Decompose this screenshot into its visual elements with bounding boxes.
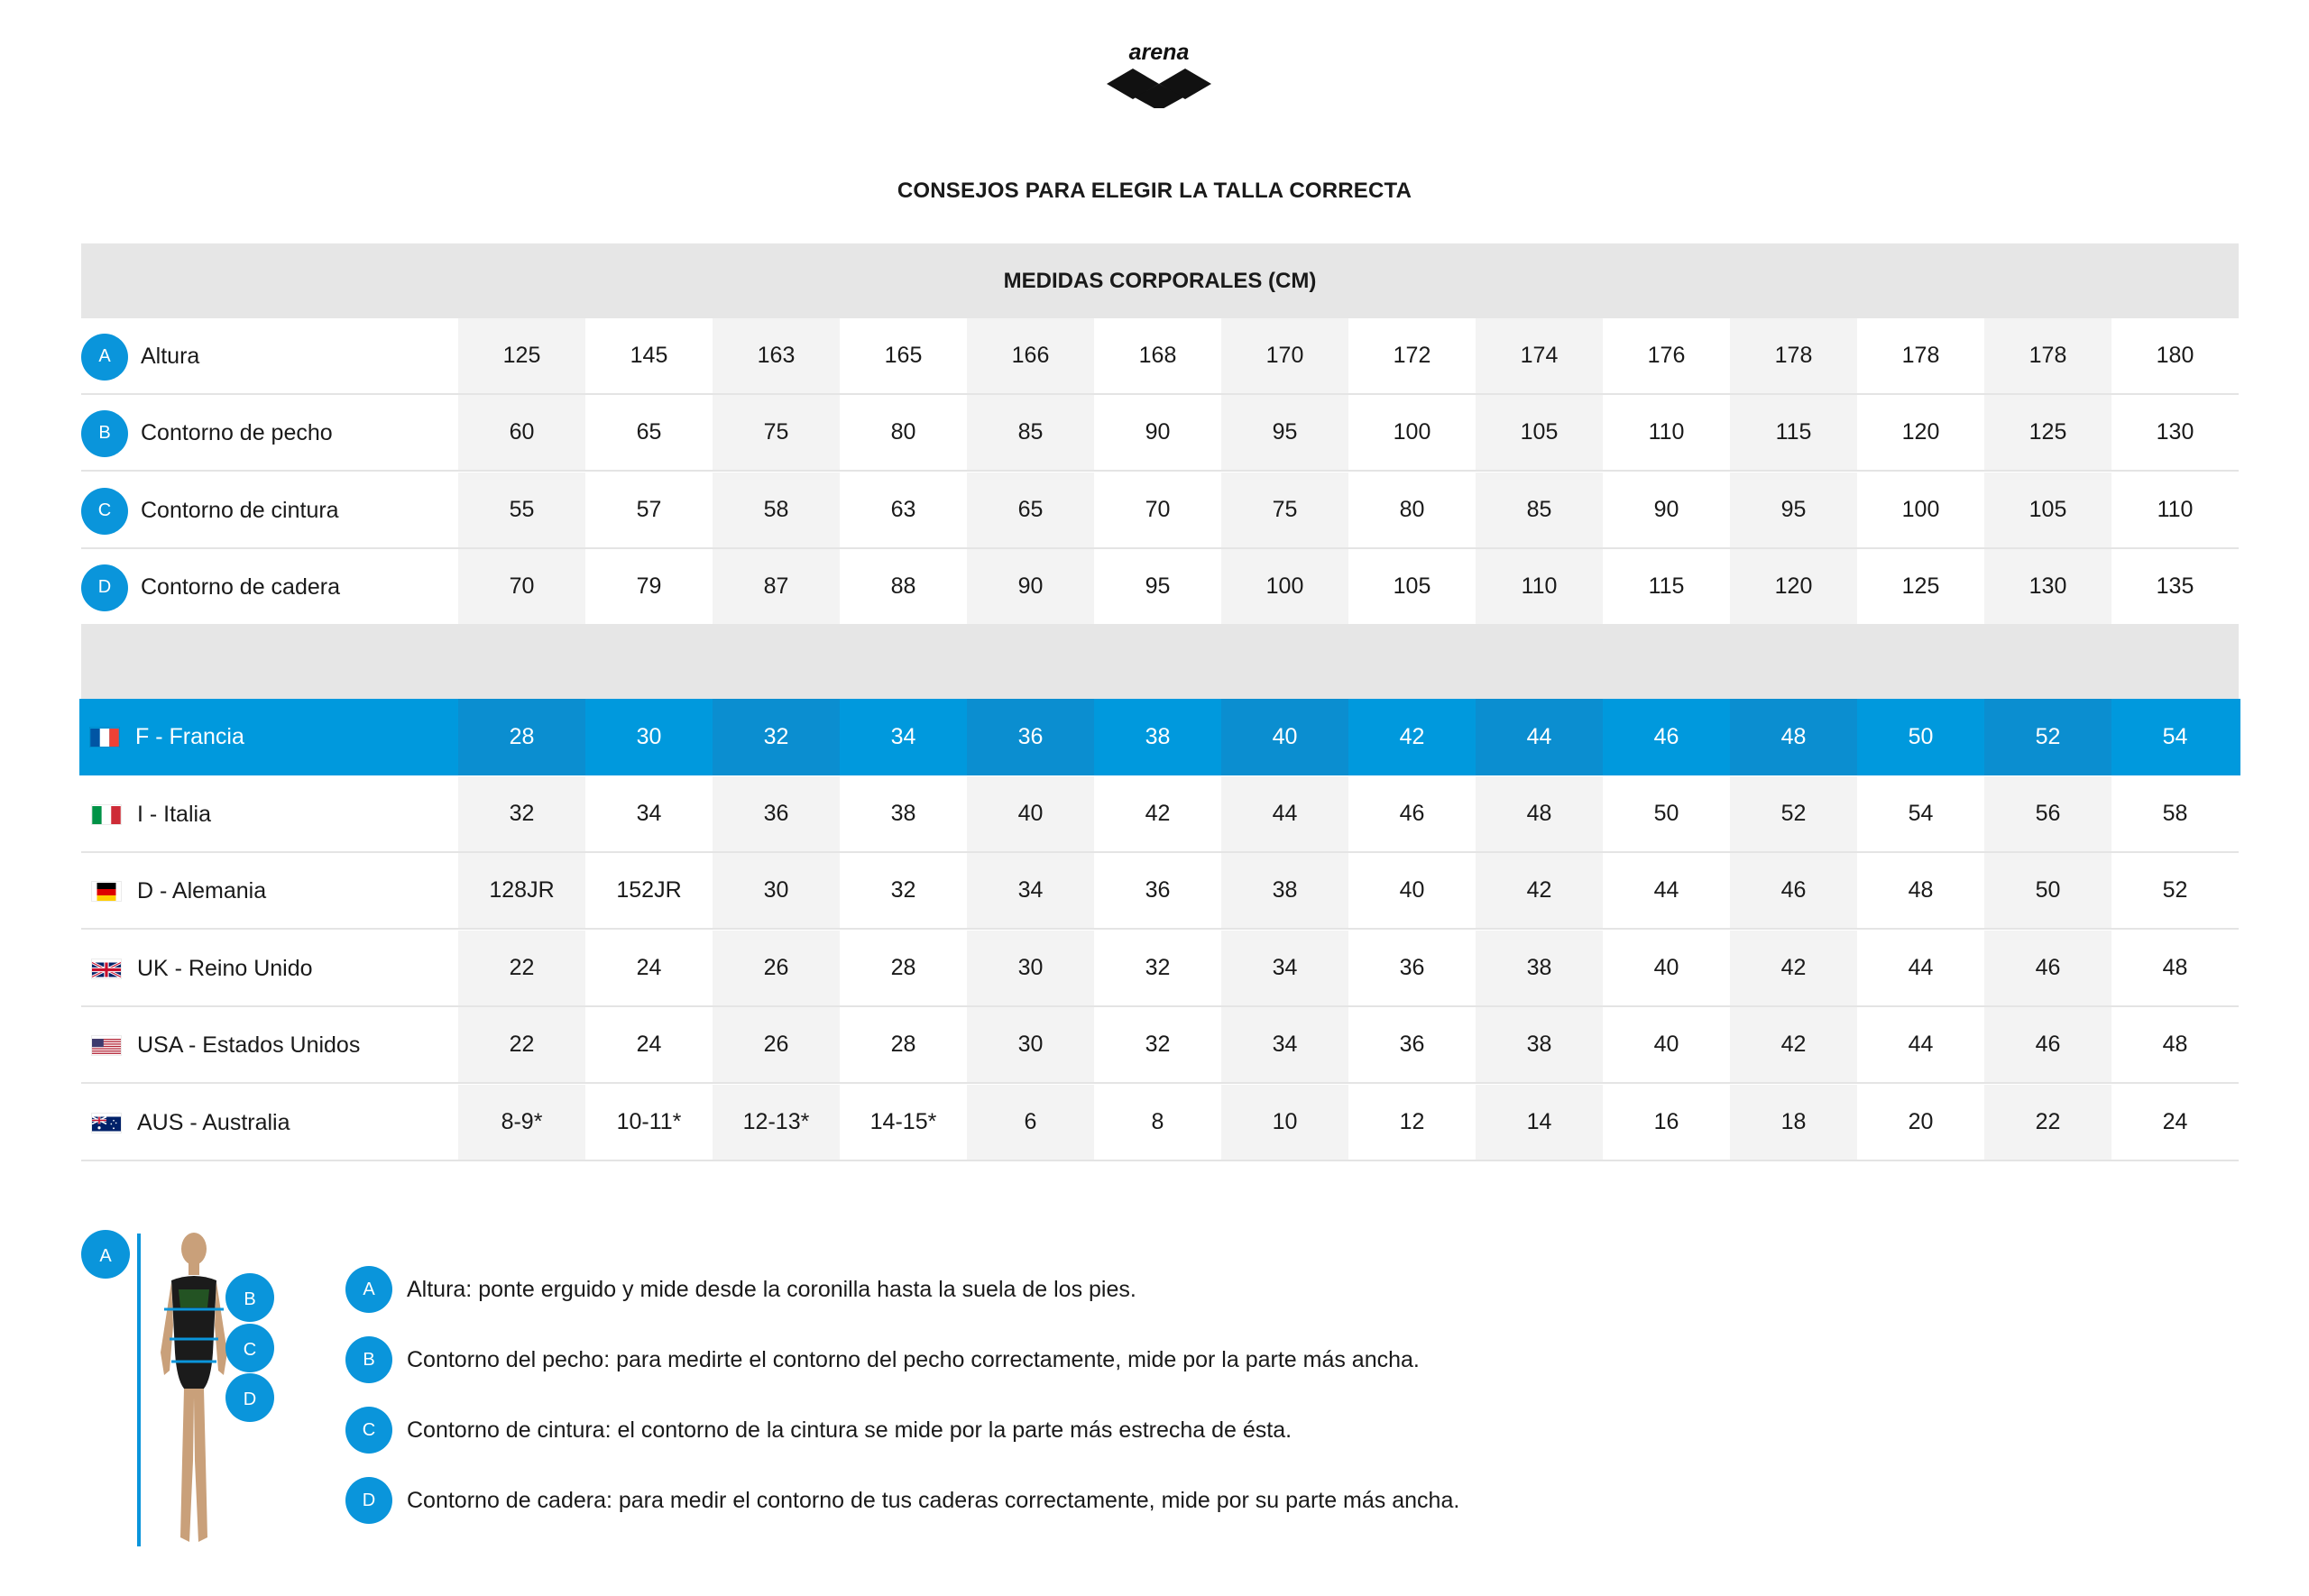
size-value-cell: 54 — [2162, 724, 2188, 749]
size-value-cell: 50 — [1984, 853, 2111, 928]
size-value-cell: 65 — [967, 472, 1094, 547]
country-label: F - Francia — [135, 724, 244, 749]
size-value-cell: 24 — [636, 1032, 662, 1057]
measure-tip — [345, 1335, 1420, 1384]
page-title: CONSEJOS PARA ELEGIR LA TALLA CORRECTA — [897, 179, 1412, 203]
country-label: AUS - Australia — [137, 1110, 290, 1135]
row-label — [81, 776, 211, 853]
tip-key-badge: D — [345, 1477, 392, 1524]
row-label — [81, 549, 340, 626]
size-value-cell: 100 — [1221, 549, 1348, 624]
uk-flag-icon — [92, 959, 121, 978]
measure-tip — [345, 1265, 1136, 1314]
size-value-cell: 178 — [1730, 318, 1857, 393]
size-value-cell: 95 — [1221, 395, 1348, 470]
italy-flag-icon — [92, 805, 121, 824]
size-value-cell: 18 — [1730, 1085, 1857, 1160]
size-value-cell: 85 — [967, 395, 1094, 470]
svg-text:arena: arena — [1128, 40, 1190, 65]
size-value-cell: 42 — [1730, 1007, 1857, 1082]
row-label — [81, 395, 333, 472]
size-value-cell: 36 — [1399, 955, 1425, 980]
size-value-cell: 95 — [1730, 472, 1857, 547]
size-value-cell: 12-13* — [713, 1085, 840, 1160]
size-value-cell: 70 — [1145, 497, 1171, 522]
size-value-cell: 58 — [2162, 801, 2188, 826]
svg-text:B: B — [244, 1289, 256, 1309]
measure-tip — [345, 1406, 1292, 1454]
size-value-cell: 38 — [1145, 724, 1171, 749]
country-label: D - Alemania — [137, 878, 267, 903]
size-value-cell: 30 — [636, 724, 662, 749]
size-value-cell: 79 — [636, 573, 662, 599]
size-value-cell: 152JR — [616, 877, 682, 903]
row-label — [81, 1085, 290, 1161]
body-measure-row — [81, 472, 2239, 549]
france-flag-icon — [90, 728, 119, 747]
size-row — [81, 931, 2239, 1007]
size-row — [81, 853, 2239, 930]
measurement-figure — [78, 1226, 294, 1560]
size-value-cell: 135 — [2156, 573, 2194, 599]
tip-key-badge: A — [345, 1266, 392, 1313]
size-value-cell: 30 — [713, 853, 840, 928]
size-value-cell: 54 — [1908, 801, 1934, 826]
size-value-cell: 40 — [1653, 1032, 1679, 1057]
size-value-cell: 8 — [1151, 1109, 1164, 1134]
measure-key-badge: A — [81, 334, 128, 381]
body-measure-row — [81, 395, 2239, 472]
size-value-cell: 34 — [636, 801, 662, 826]
size-value-cell: 42 — [1730, 931, 1857, 1005]
size-value-cell: 26 — [713, 931, 840, 1005]
size-value-cell: 42 — [1476, 853, 1603, 928]
size-value-cell: 52 — [2162, 877, 2188, 903]
size-value-cell: 36 — [967, 699, 1094, 775]
size-value-cell: 10 — [1221, 1085, 1348, 1160]
size-value-cell: 48 — [2162, 1032, 2188, 1057]
size-value-cell: 44 — [1908, 955, 1934, 980]
size-value-cell: 55 — [458, 472, 585, 547]
size-value-cell: 120 — [1730, 549, 1857, 624]
size-value-cell: 176 — [1647, 343, 1686, 368]
size-value-cell: 32 — [458, 776, 585, 851]
country-label: USA - Estados Unidos — [137, 1032, 361, 1058]
size-value-cell: 87 — [713, 549, 840, 624]
row-label — [81, 318, 199, 395]
size-value-cell: 34 — [1221, 1007, 1348, 1082]
size-value-cell: 128JR — [458, 853, 585, 928]
size-value-cell: 40 — [1399, 877, 1425, 903]
size-value-cell: 105 — [1476, 395, 1603, 470]
size-value-cell: 10-11* — [616, 1109, 682, 1134]
tip-text: Contorno del pecho: para medirte el contorno del pecho correctamente, mide por la parte más ancha. — [407, 1346, 1420, 1372]
measure-label: Contorno de cadera — [141, 574, 340, 600]
svg-text:C: C — [243, 1340, 257, 1360]
tip-text: Contorno de cintura: el contorno de la cintura se mide por la parte más estrecha de ésta. — [407, 1417, 1292, 1443]
size-value-cell: 120 — [1901, 419, 1940, 445]
size-value-cell: 14-15* — [869, 1109, 937, 1134]
size-value-cell: 50 — [1653, 801, 1679, 826]
measure-label: Contorno de cintura — [141, 498, 339, 523]
size-value-cell: 38 — [1221, 853, 1348, 928]
size-value-cell: 46 — [1984, 1007, 2111, 1082]
size-value-cell: 163 — [713, 318, 840, 393]
size-value-cell: 22 — [1984, 1085, 2111, 1160]
size-value-cell: 28 — [458, 699, 585, 775]
size-value-cell: 34 — [1221, 931, 1348, 1005]
size-value-cell: 75 — [1221, 472, 1348, 547]
tip-key-badge: B — [345, 1336, 392, 1383]
svg-text:A: A — [99, 1246, 112, 1266]
tip-text: Contorno de cadera: para medir el contorno de tus caderas correctamente, mide por su parte más ancha. — [407, 1487, 1460, 1513]
size-value-cell: 26 — [713, 1007, 840, 1082]
size-value-cell: 180 — [2156, 343, 2194, 368]
size-value-cell: 40 — [1221, 699, 1348, 775]
measure-label: Contorno de pecho — [141, 420, 333, 445]
size-value-cell: 65 — [636, 419, 662, 445]
size-value-cell: 48 — [1476, 776, 1603, 851]
size-value-cell: 8-9* — [458, 1085, 585, 1160]
size-value-cell: 60 — [458, 395, 585, 470]
size-value-cell: 48 — [2162, 955, 2188, 980]
size-value-cell: 20 — [1908, 1109, 1934, 1134]
measure-tip — [345, 1476, 1459, 1525]
tip-text: Altura: ponte erguido y mide desde la coronilla hasta la suela de los pies. — [407, 1276, 1136, 1302]
size-value-cell: 44 — [1908, 1032, 1934, 1057]
size-value-cell: 32 — [713, 699, 840, 775]
size-value-cell: 110 — [1476, 549, 1603, 624]
size-value-cell: 28 — [890, 955, 916, 980]
size-value-cell: 34 — [967, 853, 1094, 928]
section-divider-band — [81, 624, 2239, 699]
size-row — [81, 1007, 2239, 1084]
measure-label: Altura — [141, 344, 200, 369]
size-value-cell: 28 — [890, 1032, 916, 1057]
size-value-cell: 90 — [1653, 497, 1679, 522]
size-value-cell: 168 — [1138, 343, 1177, 368]
size-value-cell: 100 — [1901, 497, 1940, 522]
size-value-cell: 145 — [630, 343, 668, 368]
size-value-cell: 44 — [1653, 877, 1679, 903]
size-value-cell: 38 — [890, 801, 916, 826]
size-value-cell: 56 — [1984, 776, 2111, 851]
tip-key-badge: C — [345, 1407, 392, 1454]
svg-text:D: D — [243, 1390, 257, 1409]
row-label — [81, 472, 339, 549]
size-value-cell: 130 — [1984, 549, 2111, 624]
body-measure-row — [81, 318, 2239, 395]
size-value-cell: 80 — [890, 419, 916, 445]
size-value-cell: 42 — [1145, 801, 1171, 826]
row-label — [79, 699, 244, 775]
row-label — [81, 853, 266, 930]
usa-flag-icon — [92, 1036, 121, 1055]
size-value-cell: 110 — [2157, 497, 2194, 522]
measure-key-badge: D — [81, 564, 128, 611]
size-value-cell: 48 — [1730, 699, 1857, 775]
size-value-cell: 32 — [1145, 1032, 1171, 1057]
body-measurements-header: MEDIDAS CORPORALES (CM) — [81, 243, 2239, 318]
size-value-cell: 105 — [1984, 472, 2111, 547]
size-value-cell: 125 — [458, 318, 585, 393]
size-value-cell: 88 — [890, 573, 916, 599]
size-value-cell: 174 — [1476, 318, 1603, 393]
size-value-cell: 6 — [967, 1085, 1094, 1160]
measure-key-badge: B — [81, 410, 128, 457]
row-label — [81, 1007, 360, 1084]
size-value-cell: 46 — [1399, 801, 1425, 826]
size-value-cell: 105 — [1393, 573, 1431, 599]
size-value-cell: 24 — [636, 955, 662, 980]
size-value-cell: 178 — [1984, 318, 2111, 393]
size-value-cell: 115 — [1648, 573, 1685, 599]
size-value-cell: 40 — [967, 776, 1094, 851]
size-value-cell: 36 — [713, 776, 840, 851]
germany-flag-icon — [92, 882, 121, 901]
size-value-cell: 63 — [890, 497, 916, 522]
size-value-cell: 52 — [1984, 699, 2111, 775]
row-label — [81, 931, 313, 1007]
size-value-cell: 30 — [967, 931, 1094, 1005]
australia-flag-icon — [92, 1114, 121, 1133]
size-value-cell: 36 — [1145, 877, 1171, 903]
size-row-highlighted — [79, 699, 2240, 775]
size-value-cell: 75 — [713, 395, 840, 470]
size-value-cell: 115 — [1730, 395, 1857, 470]
size-value-cell: 14 — [1476, 1085, 1603, 1160]
size-value-cell: 80 — [1399, 497, 1425, 522]
size-value-cell: 178 — [1901, 343, 1940, 368]
size-value-cell: 16 — [1653, 1109, 1679, 1134]
size-value-cell: 36 — [1399, 1032, 1425, 1057]
size-value-cell: 22 — [458, 1007, 585, 1082]
size-value-cell: 44 — [1476, 699, 1603, 775]
size-value-cell: 166 — [967, 318, 1094, 393]
size-value-cell: 125 — [1984, 395, 2111, 470]
arena-logo — [1105, 36, 1213, 108]
size-value-cell: 34 — [890, 724, 916, 749]
size-value-cell: 125 — [1901, 573, 1940, 599]
size-row — [81, 1085, 2239, 1161]
size-value-cell: 24 — [2162, 1109, 2188, 1134]
size-value-cell: 42 — [1399, 724, 1425, 749]
size-value-cell: 130 — [2156, 419, 2194, 445]
size-value-cell: 12 — [1399, 1109, 1425, 1134]
size-value-cell: 32 — [890, 877, 916, 903]
size-value-cell: 46 — [1653, 724, 1679, 749]
size-value-cell: 170 — [1221, 318, 1348, 393]
size-value-cell: 58 — [713, 472, 840, 547]
size-value-cell: 46 — [1984, 931, 2111, 1005]
size-value-cell: 30 — [967, 1007, 1094, 1082]
size-value-cell: 172 — [1393, 343, 1431, 368]
size-value-cell: 48 — [1908, 877, 1934, 903]
body-measure-row — [81, 549, 2239, 626]
size-row — [81, 776, 2239, 853]
size-value-cell: 52 — [1730, 776, 1857, 851]
size-value-cell: 85 — [1476, 472, 1603, 547]
size-value-cell: 90 — [1145, 419, 1171, 445]
size-value-cell: 40 — [1653, 955, 1679, 980]
country-label: I - Italia — [137, 802, 211, 827]
size-value-cell: 38 — [1476, 1007, 1603, 1082]
size-value-cell: 32 — [1145, 955, 1171, 980]
size-value-cell: 95 — [1145, 573, 1171, 599]
size-value-cell: 50 — [1908, 724, 1934, 749]
country-label: UK - Reino Unido — [137, 956, 313, 981]
size-value-cell: 110 — [1648, 419, 1685, 445]
size-value-cell: 57 — [636, 497, 662, 522]
size-value-cell: 44 — [1221, 776, 1348, 851]
size-value-cell: 90 — [967, 549, 1094, 624]
size-value-cell: 165 — [884, 343, 923, 368]
measure-key-badge: C — [81, 488, 128, 535]
size-value-cell: 46 — [1730, 853, 1857, 928]
size-value-cell: 100 — [1393, 419, 1431, 445]
size-value-cell: 22 — [458, 931, 585, 1005]
size-value-cell: 38 — [1476, 931, 1603, 1005]
size-value-cell: 70 — [458, 549, 585, 624]
